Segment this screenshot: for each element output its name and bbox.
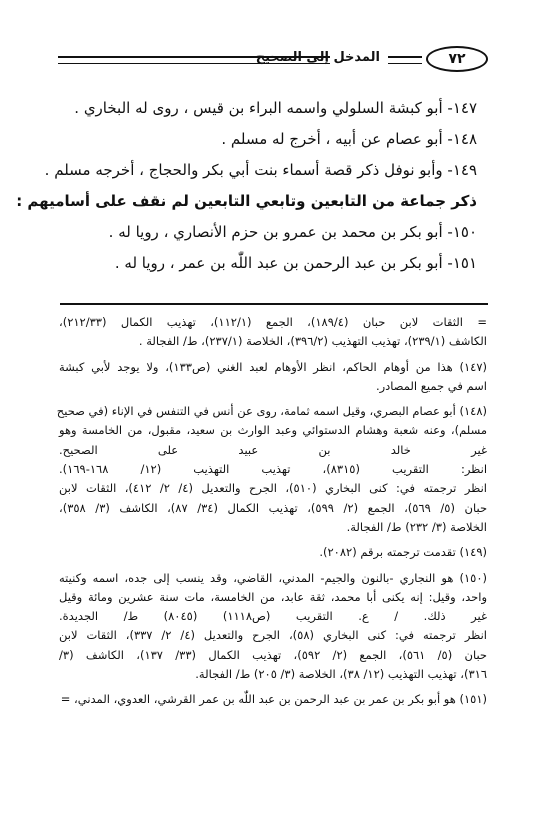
header-rule-left — [58, 56, 330, 64]
page-number: ٧٢ — [426, 46, 488, 72]
footnote-line: (١٤٧) هذا من أوهام الحاكم، انظر الأوهام لعبد الغني (ص١٣٣)، ولا يوجد لأبي كبشة — [59, 359, 487, 374]
footnote-separator — [60, 303, 488, 305]
footnote — [59, 690, 487, 709]
footnote-line: (١٤٨) أبو عصام البصري، وقيل اسمه ثمامة، روى عن أنس في التنفس في الإناء (في صحيح — [56, 404, 487, 419]
footnote — [56, 402, 488, 537]
footnote-line: مسلم)، وعنه شعبة وهشام الدستوائي وعبد الوارث بن سعيد، مقبول، من الخامسة وهو — [59, 423, 487, 438]
main-text — [16, 93, 477, 279]
footnote-line: حبان (٥/ ٥٦٩)، الجمع (٢/ ٥٩٩)، تهذيب الكمال (٣٤/ ٨٧)، الكاشف (٣/ ٣٥٨)، — [59, 500, 488, 515]
footnote-line: غير خالد بن عبيد على الصحيح. — [59, 442, 487, 457]
entry-line: ١٥١- أبو بكر بن عبد الرحمن بن عبد اللّٰه بن عمر ، رويا له . — [114, 254, 477, 272]
footnote-line: واحد، وقيل: إنه يكنى أبا محمد، ثقة عابد، من الخامسة، مات سنة عشرين ومائة وقيل — [59, 589, 487, 604]
entry-line: ١٤٩- وأبو نوفل ذكر قصة أسماء بنت أبي بكر والحجاج ، أخرجه مسلم . — [44, 161, 477, 179]
footnote — [59, 358, 487, 397]
footnote — [59, 543, 487, 562]
entry-line: ١٥٠- أبو بكر بن محمد بن عمرو بن حزم الأنصاري ، رويا له . — [108, 223, 477, 241]
page-header — [58, 40, 488, 82]
footnote — [59, 313, 487, 352]
footnotes-section — [56, 313, 488, 716]
footnote-line: غير ذلك. / ع. التقريب (ص١١١٨) (٨٠٤٥) ط/ الجديدة. — [59, 609, 487, 624]
footnote-line: = الثقات لابن حبان (١٨٩/٤)، الجمع (١١٢/١)، تهذيب الكمال (٢١٢/٣٣)، — [59, 315, 488, 329]
entry-line: ١٤٨- أبو عصام عن أبيه ، أخرج له مسلم . — [221, 130, 477, 148]
footnote-line: انظر ترجمته في: كنى البخاري (٥١٠)، الجرح والتعديل (٤/ ٢/ ٤١٢)، الثقات لابن — [59, 481, 487, 496]
footnote-line: انظر: التقريب (٨٣١٥)، تهذيب التهذيب (١٢/ ١٦٨-١٦٩). — [59, 462, 488, 477]
running-title: المدخل إلى الصحيح — [255, 50, 380, 65]
section-heading: ذكر جماعة من التابعين وتابعي التابعين لم نقف على أساميهم : — [16, 192, 477, 210]
footnote-line: الخلاصة (٣/ ٢٣٢) ط/ الفجالة. — [346, 519, 487, 534]
footnote-line: الكاشف (٢٣٩/١)، تهذيب التهذيب (٣٩٦/٢)، الخلاصة (٢٣٧/١)، ط/ الفجالة . — [138, 334, 487, 349]
footnote-line: انظر ترجمته في: كنى البخاري (٥٨)، الجرح والتعديل (٤/ ٢/ ٣٣٧)، الثقات لابن — [59, 628, 488, 643]
footnote-line: (١٥٠) هو النجاري -بالنون والجيم- المدني، القاضي، وقد ينسب إلى جده، اسمه وكنيته — [59, 570, 487, 585]
footnote-line: حبان (٥/ ٥٦١)، الجمع (٢/ ٥٩٢)، تهذيب الكمال (٣٣/ ١٣٧)، الكاشف (٣/ — [59, 647, 488, 662]
header-rule-right — [388, 56, 422, 64]
footnote-line: ٣١٦)، تهذيب التهذيب (١٢/ ٣٨)، الخلاصة (٣/ ٢٠٥) ط/ الفجالة. — [195, 667, 487, 682]
entry-line: ١٤٧- أبو كبشة السلولي واسمه البراء بن قيس ، روى له البخاري . — [74, 99, 477, 117]
footnote — [59, 569, 487, 685]
footnote-line: (١٤٩) تقدمت ترجمته برقم (٢٠٨٢). — [319, 545, 487, 560]
footnote-line: اسم في جميع المصادر. — [375, 378, 487, 393]
footnote-line: (١٥١) هو أبو بكر بن عمر بن عبد الرحمن بن عبد اللّٰه بن عمر القرشي، العدوي، المدني، = — [60, 692, 487, 707]
